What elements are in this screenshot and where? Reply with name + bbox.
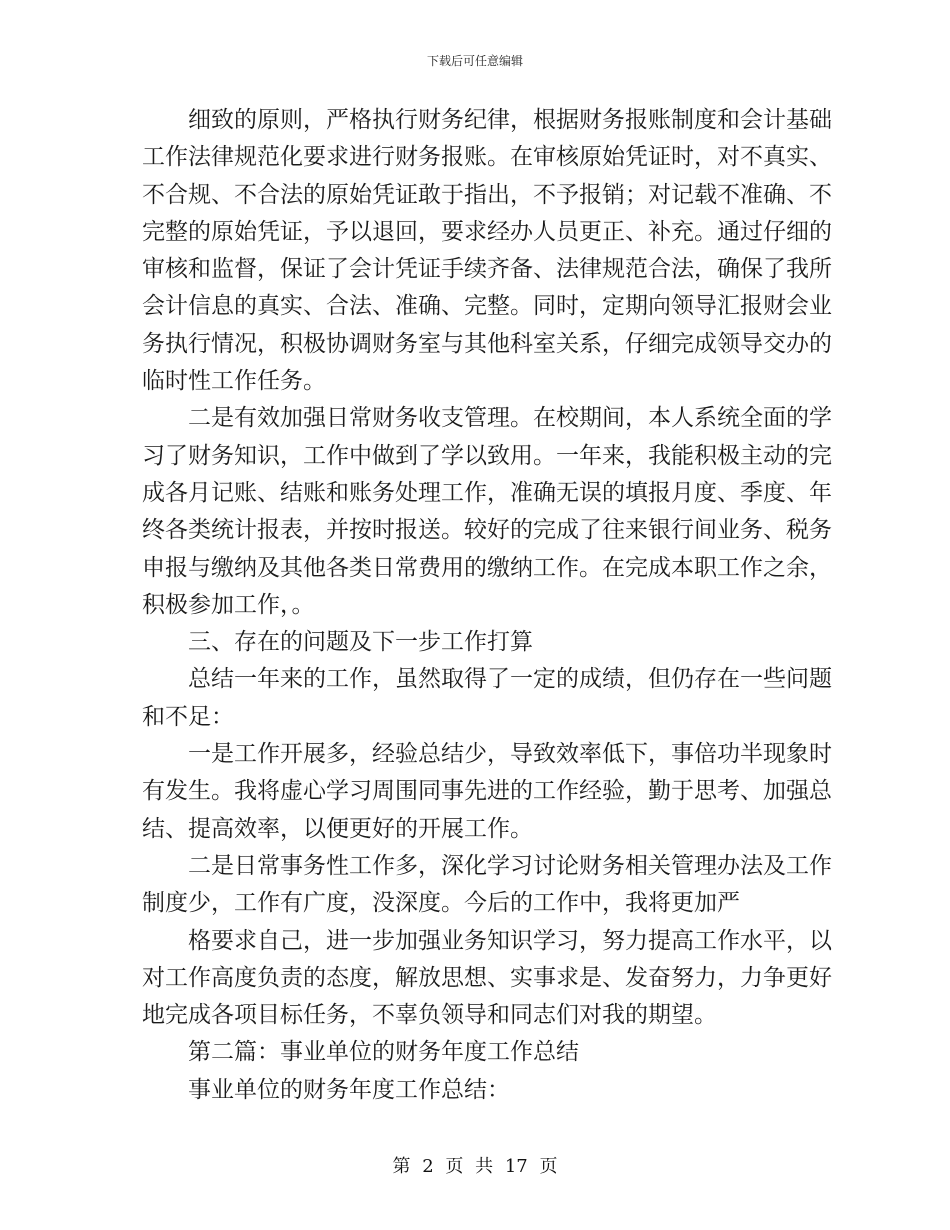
page-number: 第 2 页 共 17 页 — [392, 1156, 558, 1177]
section-heading: 第二篇：事业单位的财务年度工作总结 — [188, 1039, 579, 1066]
text-line: 申报与缴纳及其他各类日常费用的缴纳工作。在完成本职工作之余， — [142, 554, 832, 581]
text-line: 终各类统计报表，并按时报送。较好的完成了往来银行间业务、税务 — [142, 517, 832, 544]
text-line: 一是工作开展多，经验总结少，导致效率低下，事倍功半现象时 — [188, 741, 832, 768]
text-line: 会计信息的真实、合法、准确、完整。同时，定期向领导汇报财会业 — [142, 293, 832, 320]
text-line: 总结一年来的工作，虽然取得了一定的成绩，但仍存在一些问题 — [188, 666, 832, 693]
text-line: 制度少，工作有广度，没深度。今后的工作中，我将更加严 — [142, 890, 740, 917]
text-line: 审核和监督，保证了会计凭证手续齐备、法律规范合法，确保了我所 — [142, 256, 832, 283]
text-line: 地完成各项目标任务，不辜负领导和同志们对我的期望。 — [142, 1002, 717, 1029]
text-line: 对工作高度负责的态度，解放思想、实事求是、发奋努力，力争更好 — [142, 964, 832, 991]
text-line: 习了财务知识，工作中做到了学以致用。一年来，我能积极主动的完 — [142, 442, 832, 469]
text-line: 细致的原则，严格执行财务纪律，根据财务报账制度和会计基础 — [188, 107, 832, 133]
text-line: 和不足： — [142, 703, 234, 730]
text-line: 有发生。我将虚心学习周围同事先进的工作经验，勤于思考、加强总 — [142, 778, 832, 805]
text-line: 积极参加工作，。 — [142, 591, 315, 618]
text-line: 工作法律规范化要求进行财务报账。在审核原始凭证时，对不真实、 — [142, 144, 832, 171]
page-header: 下载后可任意编辑 — [426, 54, 523, 68]
text-line: 务执行情况，积极协调财务室与其他科室关系，仔细完成领导交办的 — [142, 330, 832, 357]
text-line: 完整的原始凭证，予以退回，要求经办人员更正、补充。通过仔细的 — [142, 218, 832, 245]
text-line: 成各月记账、结账和账务处理工作，准确无误的填报月度、季度、年 — [142, 479, 832, 506]
section-heading: 三、存在的问题及下一步工作打算 — [188, 629, 533, 656]
text-line: 结、提高效率，以便更好的开展工作。 — [142, 815, 533, 842]
document-body — [142, 102, 832, 1109]
text-line: 二是有效加强日常财务收支管理。在校期间，本人系统全面的学 — [188, 405, 832, 432]
text-line: 事业单位的财务年度工作总结： — [188, 1076, 510, 1103]
text-line: 二是日常事务性工作多，深化学习讨论财务相关管理办法及工作 — [188, 852, 832, 879]
text-line: 格要求自己，进一步加强业务知识学习，努力提高工作水平，以 — [188, 927, 832, 954]
text-line: 不合规、不合法的原始凭证敢于指出，不予报销；对记载不准确、不 — [142, 181, 832, 208]
text-line: 临时性工作任务。 — [142, 368, 326, 395]
